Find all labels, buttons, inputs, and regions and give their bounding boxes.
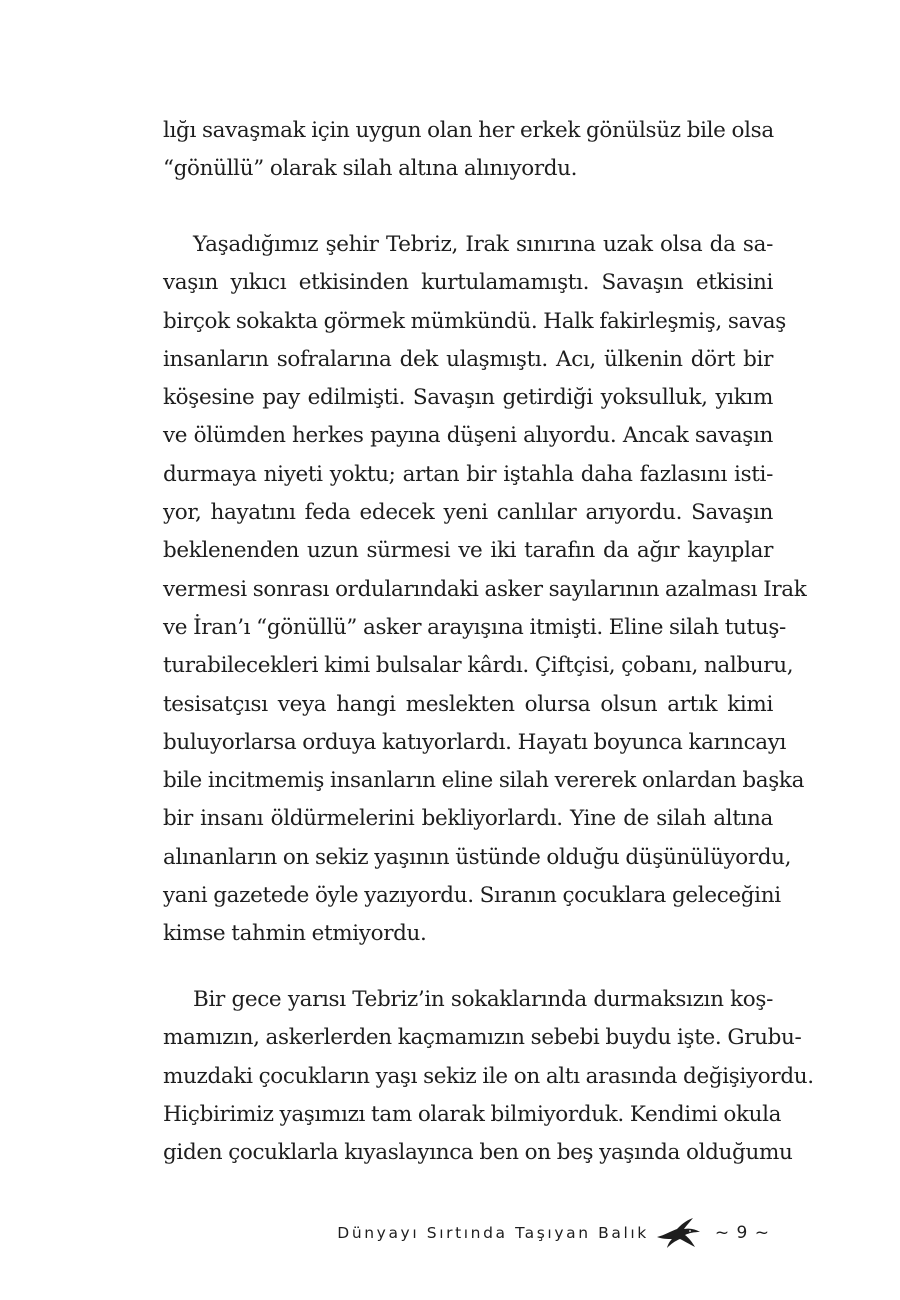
paragraph-running-from-soldiers bbox=[163, 981, 814, 1172]
running-book-title: Dünyayı Sırtında Taşıyan Balık bbox=[337, 1224, 649, 1242]
text-line: köşesine pay edilmişti. Savaşın getirdiği yoksulluk, yıkım bbox=[163, 385, 773, 411]
text-line: birçok sokakta görmek mümkündü. Halk fakirleşmiş, savaş bbox=[163, 308, 786, 334]
text-line: ve ölümden herkes payına düşeni alıyordu. Ancak savaşın bbox=[163, 423, 773, 449]
text-line: Bir gece yarısı Tebriz’in sokaklarında durmaksızın koş- bbox=[193, 987, 773, 1012]
text-line: kimse tahmin etmiyordu. bbox=[163, 921, 427, 947]
text-line: vermesi sonrası ordularındaki asker sayılarının azalması Irak bbox=[163, 576, 807, 602]
text-line: Yaşadığımız şehir Tebriz, Irak sınırına uzak olsa da sa- bbox=[193, 232, 773, 257]
text-line: durmaya niyeti yoktu; artan bir iştahla daha fazlasını isti- bbox=[163, 461, 773, 487]
text-line: vaşın yıkıcı etkisinden kurtulamamıştı. Savaşın etkisini bbox=[163, 270, 773, 296]
page-footer bbox=[330, 1215, 770, 1251]
text-line: insanların sofralarına dek ulaşmıştı. Acı, ülkenin dört bir bbox=[163, 346, 773, 372]
text-line: buluyorlarsa orduya katıyorlardı. Hayatı boyunca karıncayı bbox=[163, 729, 787, 755]
text-line: beklenenden uzun sürmesi ve iki tarafın da ağır kayıplar bbox=[163, 538, 773, 564]
text-line: mamızın, askerlerden kaçmamızın sebebi buydu işte. Grubu- bbox=[163, 1025, 802, 1051]
text-line: bir insanı öldürmelerini bekliyorlardı. Yine de silah altına bbox=[163, 806, 773, 832]
text-line: muzdaki çocukların yaşı sekiz ile on altı arasında değişiyordu. bbox=[163, 1063, 814, 1089]
text-line: alınanların on sekiz yaşının üstünde olduğu düşünülüyordu, bbox=[163, 844, 792, 870]
text-line: lığı savaşmak için uygun olan her erkek gönülsüz bile olsa bbox=[163, 118, 774, 143]
text-line: “gönüllü” olarak silah altına alınıyordu. bbox=[163, 156, 578, 182]
text-line: bile incitmemiş insanların eline silah vererek onlardan başka bbox=[163, 768, 805, 794]
text-line: yor, hayatını feda edecek yeni canlılar arıyordu. Savaşın bbox=[163, 500, 773, 526]
paragraph-continuation bbox=[163, 112, 773, 189]
text-line: turabilecekleri kimi bulsalar kârdı. Çiftçisi, çobanı, nalburu, bbox=[163, 653, 794, 679]
text-line: tesisatçısı veya hangi meslekten olursa olsun artık kimi bbox=[163, 691, 773, 717]
text-line: yani gazetede öyle yazıyordu. Sıranın çocuklara geleceğini bbox=[163, 883, 781, 909]
text-line: giden çocuklarla kıyaslayınca ben on beş yaşında olduğumu bbox=[163, 1140, 793, 1166]
paragraph-war-in-tabriz bbox=[163, 226, 807, 954]
text-line: ve İran’ı “gönüllü” asker arayışına itmişti. Eline silah tutuş- bbox=[163, 614, 786, 640]
text-line: Hiçbirimiz yaşımızı tam olarak bilmiyorduk. Kendimi okula bbox=[163, 1101, 782, 1127]
page-number: ~ 9 ~ bbox=[714, 1223, 770, 1243]
swallow-icon bbox=[655, 1217, 701, 1249]
